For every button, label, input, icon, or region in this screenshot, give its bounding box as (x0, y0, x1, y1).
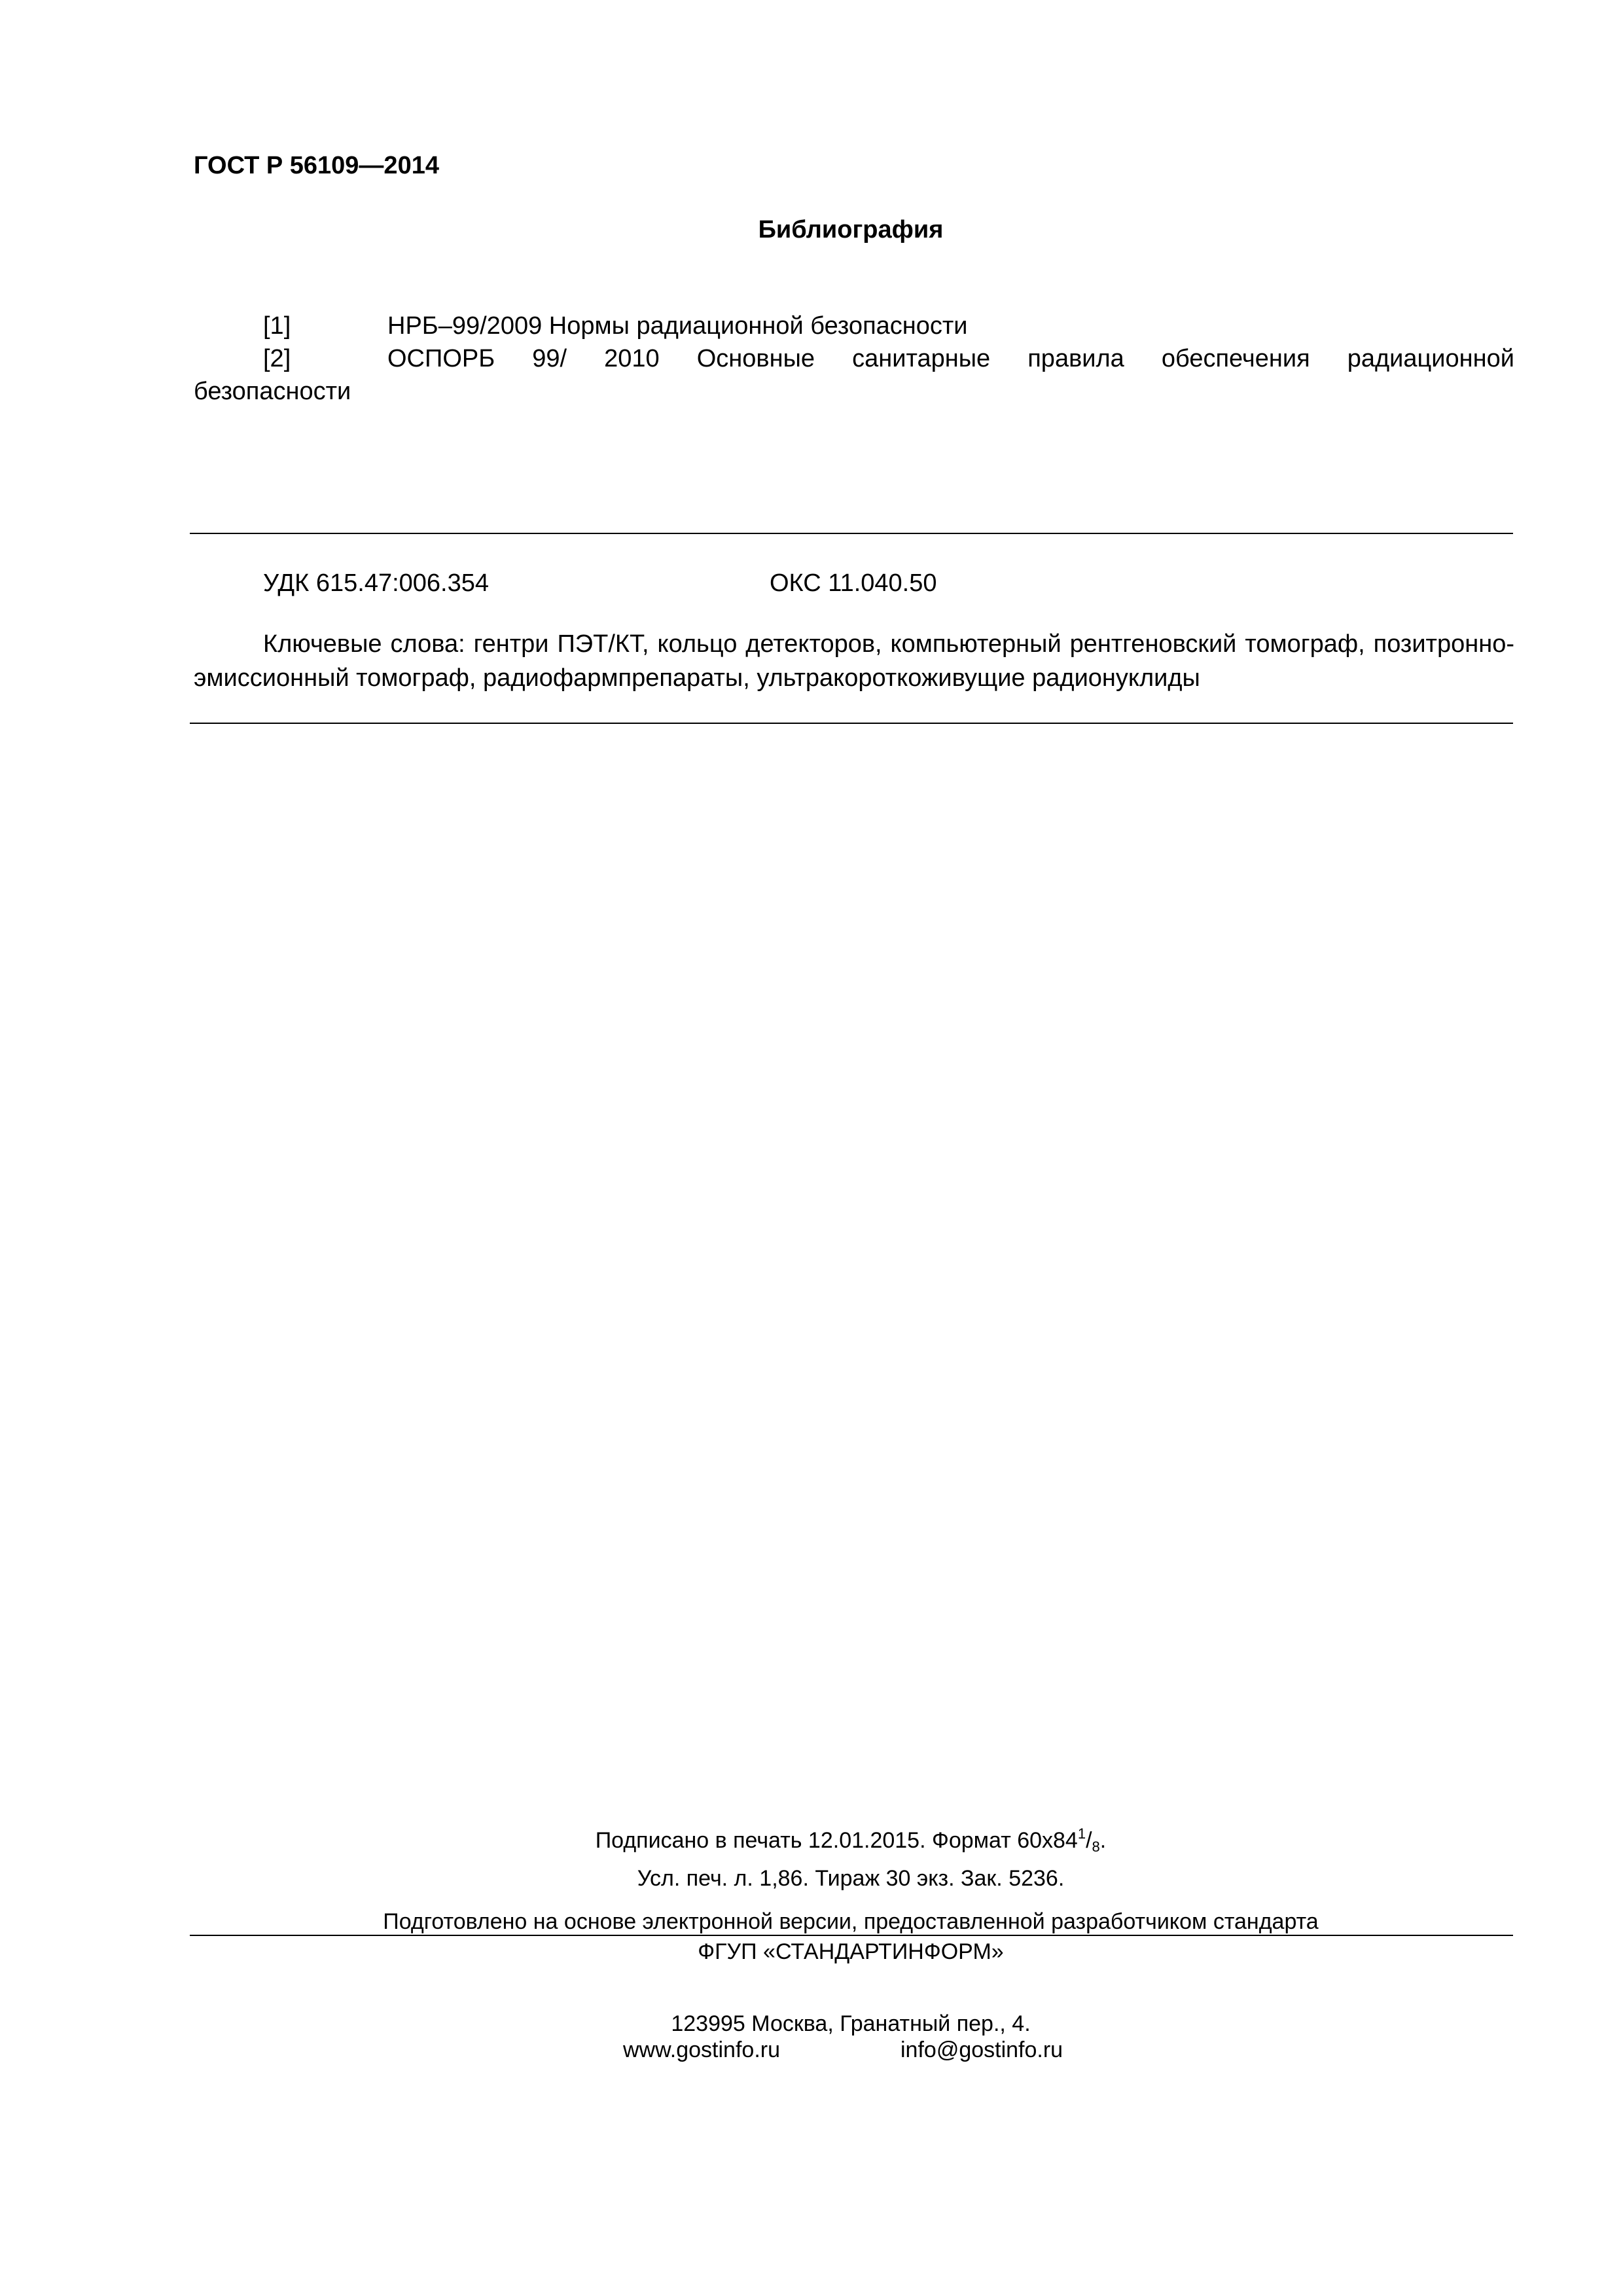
bottom-divider (190, 723, 1513, 724)
format-subscript: 8 (1092, 1839, 1100, 1855)
publisher: ФГУП «СТАНДАРТИНФОРМ» (698, 1939, 1004, 1964)
signed-text: Подписано в печать 12.01.2015. Формат 60х84 (595, 1828, 1078, 1853)
address: 123995 Москва, Гранатный пер., 4. (671, 2011, 1031, 2036)
contacts-row (0, 2036, 1623, 2064)
print-sheets: Усл. печ. л. 1,86. Тираж 30 экз. Зак. 5236. (637, 1866, 1065, 1891)
udk-code: УДК 615.47:006.354 (263, 569, 490, 597)
format-superscript: 1 (1077, 1825, 1086, 1842)
prepared-by: Подготовлено на основе электронной версии, предоставленной разработчиком стандарта (383, 1909, 1319, 1934)
email-link[interactable]: info@gostinfo.ru (901, 2037, 1063, 2062)
reference-text-continuation: безопасности (194, 378, 351, 405)
top-divider (190, 533, 1513, 534)
signed-for-print: Подписано в печать 12.01.2015. Формат $60х84^1/_8$. (595, 1825, 1107, 1855)
bibliography-title: Библиография (758, 216, 944, 243)
reference-number: [2] (263, 345, 291, 372)
format-end: . (1099, 1828, 1107, 1853)
standard-number: ГОСТ Р 56109—2014 (194, 152, 439, 179)
reference-text: ОСПОРБ 99/ 2010 Основные санитарные правила обеспечения радиационной (387, 345, 1514, 372)
reference-number: [1] (263, 312, 291, 340)
website-link[interactable]: www.gostinfo.ru (623, 2037, 780, 2062)
oks-code: ОКС 11.040.50 (770, 569, 937, 597)
keywords: Ключевые слова: гентри ПЭТ/КТ, кольцо детекторов, компьютерный рентгеновский томограф, позитронно-эмиссионный томограф, радиофармпрепараты, ультракороткоживущие радионуклиды (194, 630, 1514, 692)
reference-text: НРБ–99/2009 Нормы радиационной безопасности (387, 312, 968, 340)
imprint-divider (190, 1935, 1513, 1936)
